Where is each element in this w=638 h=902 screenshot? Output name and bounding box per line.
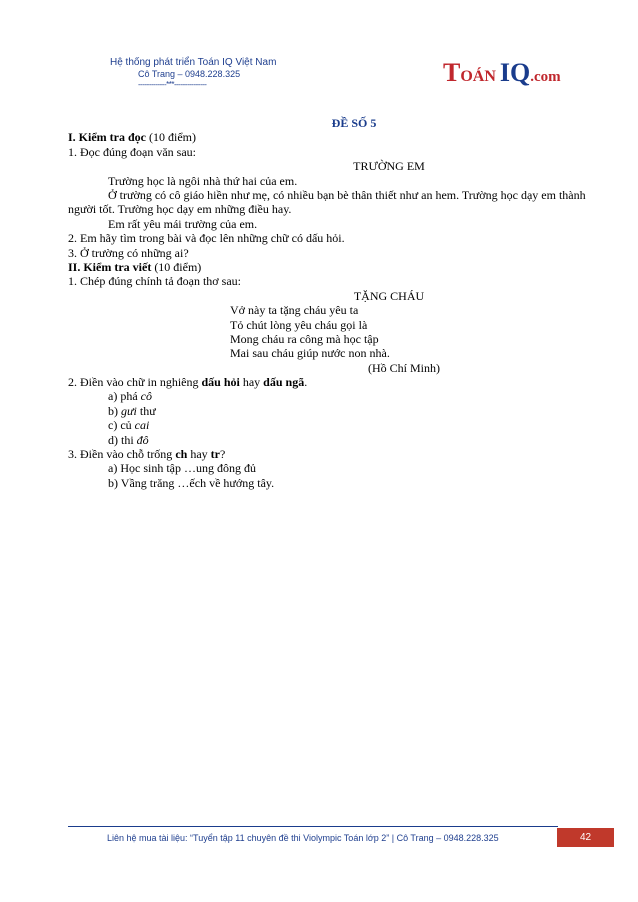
task-3-text: 3. Điền vào chỗ trống (68, 447, 176, 462)
header-org: Hệ thống phát triển Toán IQ Việt Nam (110, 57, 277, 68)
section-1-points: (10 điểm) (145, 130, 196, 145)
logo-part: T (443, 58, 461, 87)
task-3-item-b: b) Vầng trăng …ếch về hướng tây. (108, 475, 275, 490)
poem-line: Mong cháu ra công mà học tập (230, 331, 379, 346)
document-body (68, 116, 590, 490)
question-2: 2. Em hãy tìm trong bài và đọc lên những chữ có dấu hỏi. (68, 231, 345, 246)
section-1-heading (68, 130, 590, 144)
poem-line: Vở này ta tặng cháu yêu ta (230, 303, 359, 318)
task-2-item-d (68, 433, 590, 447)
section-2-heading (68, 260, 590, 274)
task-2-item-b (68, 404, 590, 418)
item-italic: đô (136, 432, 149, 447)
poem-line: Mai sau cháu giúp nước non nhà. (230, 346, 390, 361)
item-text: d) thi (108, 432, 137, 447)
task-2-item-a (68, 389, 590, 403)
section-1-title: I. Kiểm tra đọc (68, 130, 146, 145)
item-italic: cai (134, 418, 150, 433)
task-3-text: ? (219, 447, 226, 462)
writing-task-1: 1. Chép đúng chính tả đoạn thơ sau: (68, 274, 241, 289)
item-italic: cô (140, 389, 152, 404)
item-text: thư (136, 403, 156, 418)
footer-divider (68, 826, 558, 827)
task-2-text: hay (239, 375, 264, 390)
header-divider: -------------***--------------- (138, 80, 207, 89)
task-2-text: . (304, 375, 308, 390)
reading-paragraph-2: Ở trường có cô giáo hiền như mẹ, có nhiều bạn bè thân thiết như an hem. Trường học dạy em thành người tốt. Trường học dạy em những điều hay. (68, 187, 586, 217)
logo-part: IQ (499, 58, 531, 87)
exam-title: ĐỀ SỐ 5 (331, 116, 377, 130)
task-3-bold: tr (210, 447, 220, 462)
task-2-bold: dấu hỏi (201, 375, 240, 390)
writing-task-2 (68, 375, 590, 389)
task-2-bold: dấu ngã (263, 375, 305, 390)
task-3-text: hay (187, 447, 211, 462)
item-italic: gưi (121, 403, 137, 418)
toan-iq-logo (443, 58, 561, 88)
header-contact: Cô Trang – 0948.228.325 (138, 69, 241, 79)
page-header (110, 57, 276, 90)
page-number: 42 (557, 828, 614, 847)
task-2-item-c (68, 418, 590, 432)
reading-paragraph-3: Em rất yêu mái trường của em. (108, 216, 258, 231)
reading-paragraph-1: Trường học là ngôi nhà thứ hai của em. (108, 173, 298, 188)
item-text: b) (108, 403, 121, 418)
reading-title: TRƯỜNG EM (353, 159, 425, 174)
poem-line: Tỏ chút lòng yêu cháu gọi là (230, 317, 368, 332)
writing-task-3 (68, 447, 590, 461)
logo-part: OÁN (460, 68, 496, 85)
task-2-text: 2. Điền vào chữ in nghiêng (68, 375, 202, 390)
footer-text: Liên hệ mua tài liệu: “Tuyển tập 11 chuyên đề thi Violympic Toán lớp 2” | Cô Trang – 0948.228.325 (107, 833, 499, 843)
item-text: a) phá (108, 389, 141, 404)
question-3: 3. Ở trường có những ai? (68, 245, 189, 260)
poem-title: TẶNG CHÁU (353, 288, 425, 303)
task-3-bold: ch (175, 447, 188, 462)
section-2-title: II. Kiểm tra viết (68, 259, 152, 274)
item-text: c) củ (108, 418, 135, 433)
logo-part: .com (530, 69, 561, 85)
task-3-item-a: a) Học sinh tập …ung đông đủ (108, 461, 256, 476)
section-2-points: (10 điểm) (151, 259, 202, 274)
question-1: 1. Đọc đúng đoạn văn sau: (68, 144, 196, 159)
poem-author: (Hồ Chí Minh) (368, 360, 440, 375)
